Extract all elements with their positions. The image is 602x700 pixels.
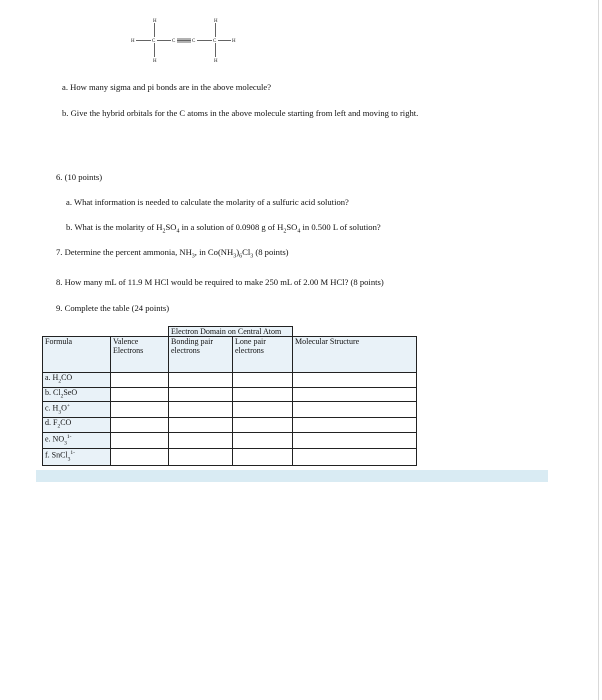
question-9: 9. Complete the table (24 points) [56, 303, 170, 313]
atom-h-bot2: H [214, 59, 218, 64]
valence-answer-cell[interactable] [111, 449, 169, 465]
lone-answer-cell[interactable] [233, 449, 293, 465]
bonding-answer-cell[interactable] [169, 373, 233, 388]
formula-cell: b. $Cl_2SeO$ [43, 387, 111, 402]
structure-answer-cell[interactable] [293, 373, 417, 388]
structure-answer-cell[interactable] [293, 402, 417, 418]
structure-answer-cell[interactable] [293, 418, 417, 433]
table-row [43, 449, 417, 465]
bonding-answer-cell[interactable] [169, 402, 233, 418]
lone-answer-cell[interactable] [233, 402, 293, 418]
structure-answer-cell[interactable] [293, 449, 417, 465]
formula-cell: c. $H_3O^+$ [43, 402, 111, 418]
atom-h-top2: H [214, 19, 218, 24]
atom-h-right: H [232, 39, 236, 44]
atom-h-left: H [131, 39, 135, 44]
question-6b: b. What is the molarity of $H_2SO_4$ in a solution of 0.0908 g of $H_2SO_4$ in 0.500 L of solution? [66, 222, 381, 235]
formula-cell: e. $NO_3^{1-}$ [43, 433, 111, 449]
question-5b: b. Give the hybrid orbitals for the C atoms in the above molecule starting from left and moving to right. [62, 108, 419, 118]
atom-c2: C [172, 39, 176, 44]
table-row [43, 418, 417, 433]
question-8: 8. How many mL of 11.9 M HCl would be required to make 250 mL of 2.00 M HCl? (8 points) [56, 277, 384, 287]
bonding-answer-cell[interactable] [169, 387, 233, 402]
valence-answer-cell[interactable] [111, 402, 169, 418]
table-row [43, 433, 417, 449]
formula-cell: a. $H_2CO$ [43, 373, 111, 388]
question-7: 7. Determine the percent ammonia, $NH_3$, in $Co(NH_3)_6Cl_3$ (8 points) [56, 247, 289, 260]
header-lone: Lone pair electrons [233, 337, 293, 373]
electron-domain-table [42, 326, 416, 466]
atom-c4: C [213, 39, 217, 44]
question-5a: a. How many sigma and pi bonds are in the above molecule? [62, 82, 272, 92]
lone-answer-cell[interactable] [233, 373, 293, 388]
valence-answer-cell[interactable] [111, 418, 169, 433]
atom-c3: C [192, 39, 196, 44]
header-structure: Molecular Structure [293, 337, 417, 373]
atom-h-top1: H [153, 19, 157, 24]
structure-answer-cell[interactable] [293, 433, 417, 449]
bonding-answer-cell[interactable] [169, 418, 233, 433]
group-header: Electron Domain on Central Atom [169, 327, 293, 337]
lone-answer-cell[interactable] [233, 433, 293, 449]
question-6-heading: 6. (10 points) [56, 172, 103, 182]
valence-answer-cell[interactable] [111, 373, 169, 388]
page-edge [598, 0, 599, 700]
valence-answer-cell[interactable] [111, 387, 169, 402]
formula-cell: f. SnCl$_3^{1-}$ [43, 449, 111, 465]
structure-answer-cell[interactable] [293, 387, 417, 402]
header-formula: Formula [43, 337, 111, 373]
molecule-diagram [120, 14, 250, 66]
butyne-structure [120, 14, 250, 66]
lone-answer-cell[interactable] [233, 387, 293, 402]
lone-answer-cell[interactable] [233, 418, 293, 433]
table-row [43, 402, 417, 418]
atom-h-bot1: H [153, 59, 157, 64]
atom-c1: C [152, 39, 156, 44]
formula-cell: d. $F_2CO$ [43, 418, 111, 433]
header-valence: Valence Electrons [111, 337, 169, 373]
question-6a: a. What information is needed to calculate the molarity of a sulfuric acid solution? [66, 197, 349, 207]
header-bonding: Bonding pair electrons [169, 337, 233, 373]
bonding-answer-cell[interactable] [169, 433, 233, 449]
table-row [43, 373, 417, 388]
table-row [43, 387, 417, 402]
valence-answer-cell[interactable] [111, 433, 169, 449]
page-bottom-bar [36, 470, 548, 482]
bonding-answer-cell[interactable] [169, 449, 233, 465]
